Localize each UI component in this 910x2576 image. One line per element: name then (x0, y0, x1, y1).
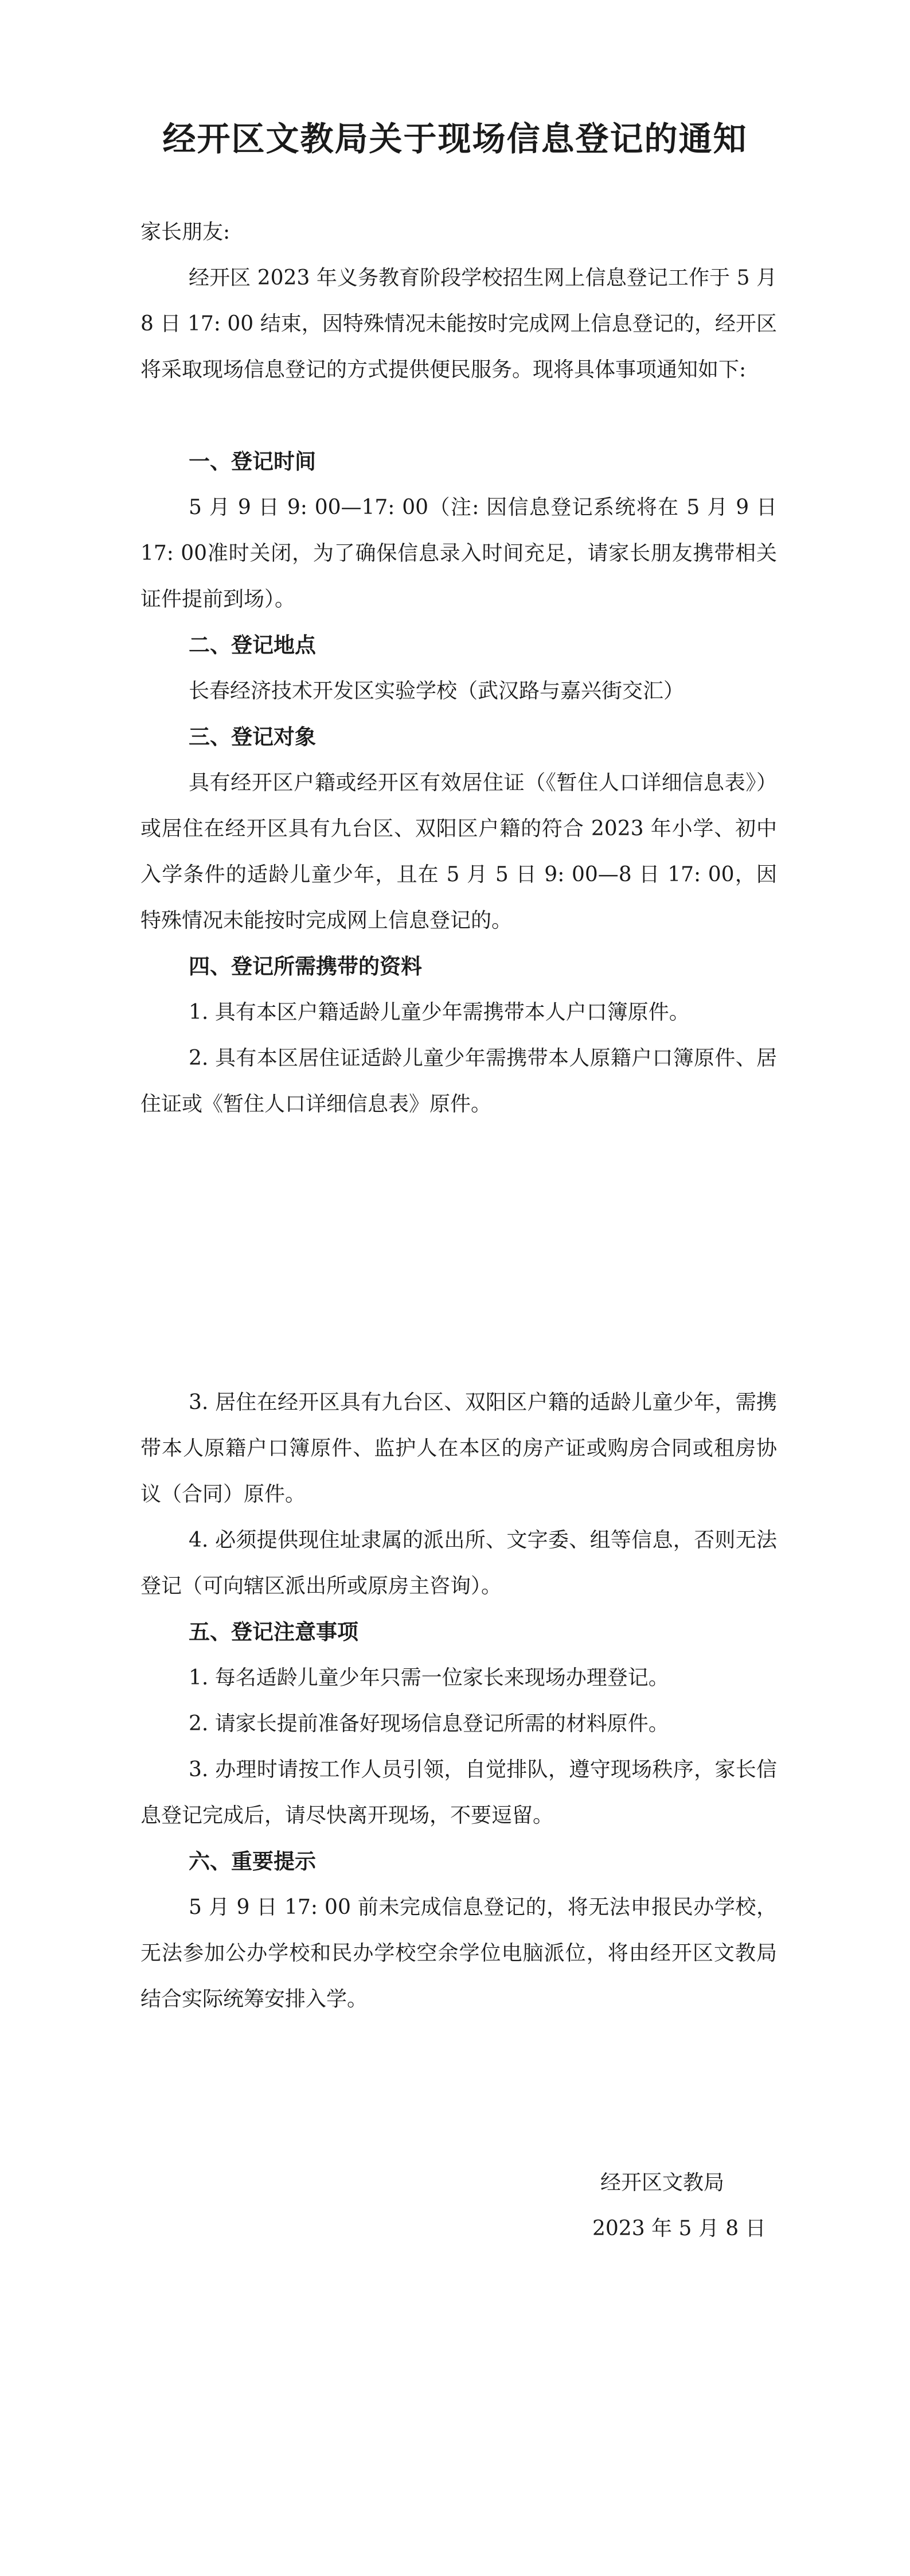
section-heading-notes: 五、登记注意事项 (189, 1620, 358, 1644)
notes-item-1: 1. 每名适龄儿童少年只需一位家长来现场办理登记。 (189, 1666, 669, 1690)
signature-organization: 经开区文教局 (600, 2171, 725, 2194)
signature-date: 2023 年 5 月 8 日 (592, 2217, 766, 2240)
notes-item-2: 2. 请家长提前准备好现场信息登记所需的材料原件。 (189, 1712, 669, 1736)
notes-item-3: 3. 办理时请按工作人员引领，自觉排队，遵守现场秩序，家长信息登记完成后，请尽快离开现场，不要逗留。 (140, 1758, 777, 1827)
section-eligibility-paragraph: 具有经开区户籍或经开区有效居住证（《暂住人口详细信息表》）或居住在经开区具有九台区、双阳区户籍的符合 2023 年小学、初中入学条件的适龄儿童少年，且在 5 月 5 日 9: 00—8 日 17: 00，因特殊情况未能按时完成网上信息登记的。 (140, 771, 777, 932)
section-location-paragraph: 长春经济技术开发区实验学校（武汉路与嘉兴街交汇） (189, 679, 685, 703)
section-heading-eligibility: 三、登记对象 (189, 725, 316, 749)
materials-item-1: 1. 具有本区户籍适龄儿童少年需携带本人户口簿原件。 (189, 1001, 690, 1024)
salutation: 家长朋友: (140, 220, 231, 244)
section-heading-location: 二、登记地点 (189, 633, 316, 657)
section-heading-reminder: 六、重要提示 (189, 1849, 316, 1874)
section-heading-materials: 四、登记所需携带的资料 (189, 954, 422, 979)
materials-item-2: 2. 具有本区居住证适龄儿童少年需携带本人原籍户口簿原件、居住证或《暂住人口详细信息表》原件。 (140, 1046, 777, 1116)
materials-item-4: 4. 必须提供现住址隶属的派出所、文字委、组等信息，否则无法登记（可向辖区派出所或原房主咨询）。 (140, 1528, 777, 1598)
section-heading-time: 一、登记时间 (189, 449, 316, 474)
section-time-paragraph: 5 月 9 日 9: 00—17: 00（注: 因信息登记系统将在 5 月 9 日 17: 00准时关闭，为了确保信息录入时间充足，请家长朋友携带相关证件提前到场）。 (140, 496, 777, 611)
document-title: 经开区文教局关于现场信息登记的通知 (162, 119, 748, 158)
materials-item-3: 3. 居住在经开区具有九台区、双阳区户籍的适龄儿童少年，需携带本人原籍户口簿原件、监护人在本区的房产证或购房合同或租房协议（合同）原件。 (140, 1391, 777, 1506)
section-reminder-paragraph: 5 月 9 日 17: 00 前未完成信息登记的，将无法申报民办学校，无法参加公办学校和民办学校空余学位电脑派位，将由经开区文教局结合实际统筹安排入学。 (140, 1896, 777, 2011)
intro-paragraph: 经开区 2023 年义务教育阶段学校招生网上信息登记工作于 5 月 8 日 17: 00 结束，因特殊情况未能按时完成网上信息登记的，经开区将采取现场信息登记的方式提供便民服务。现将具体事项通知如下: (140, 266, 777, 382)
